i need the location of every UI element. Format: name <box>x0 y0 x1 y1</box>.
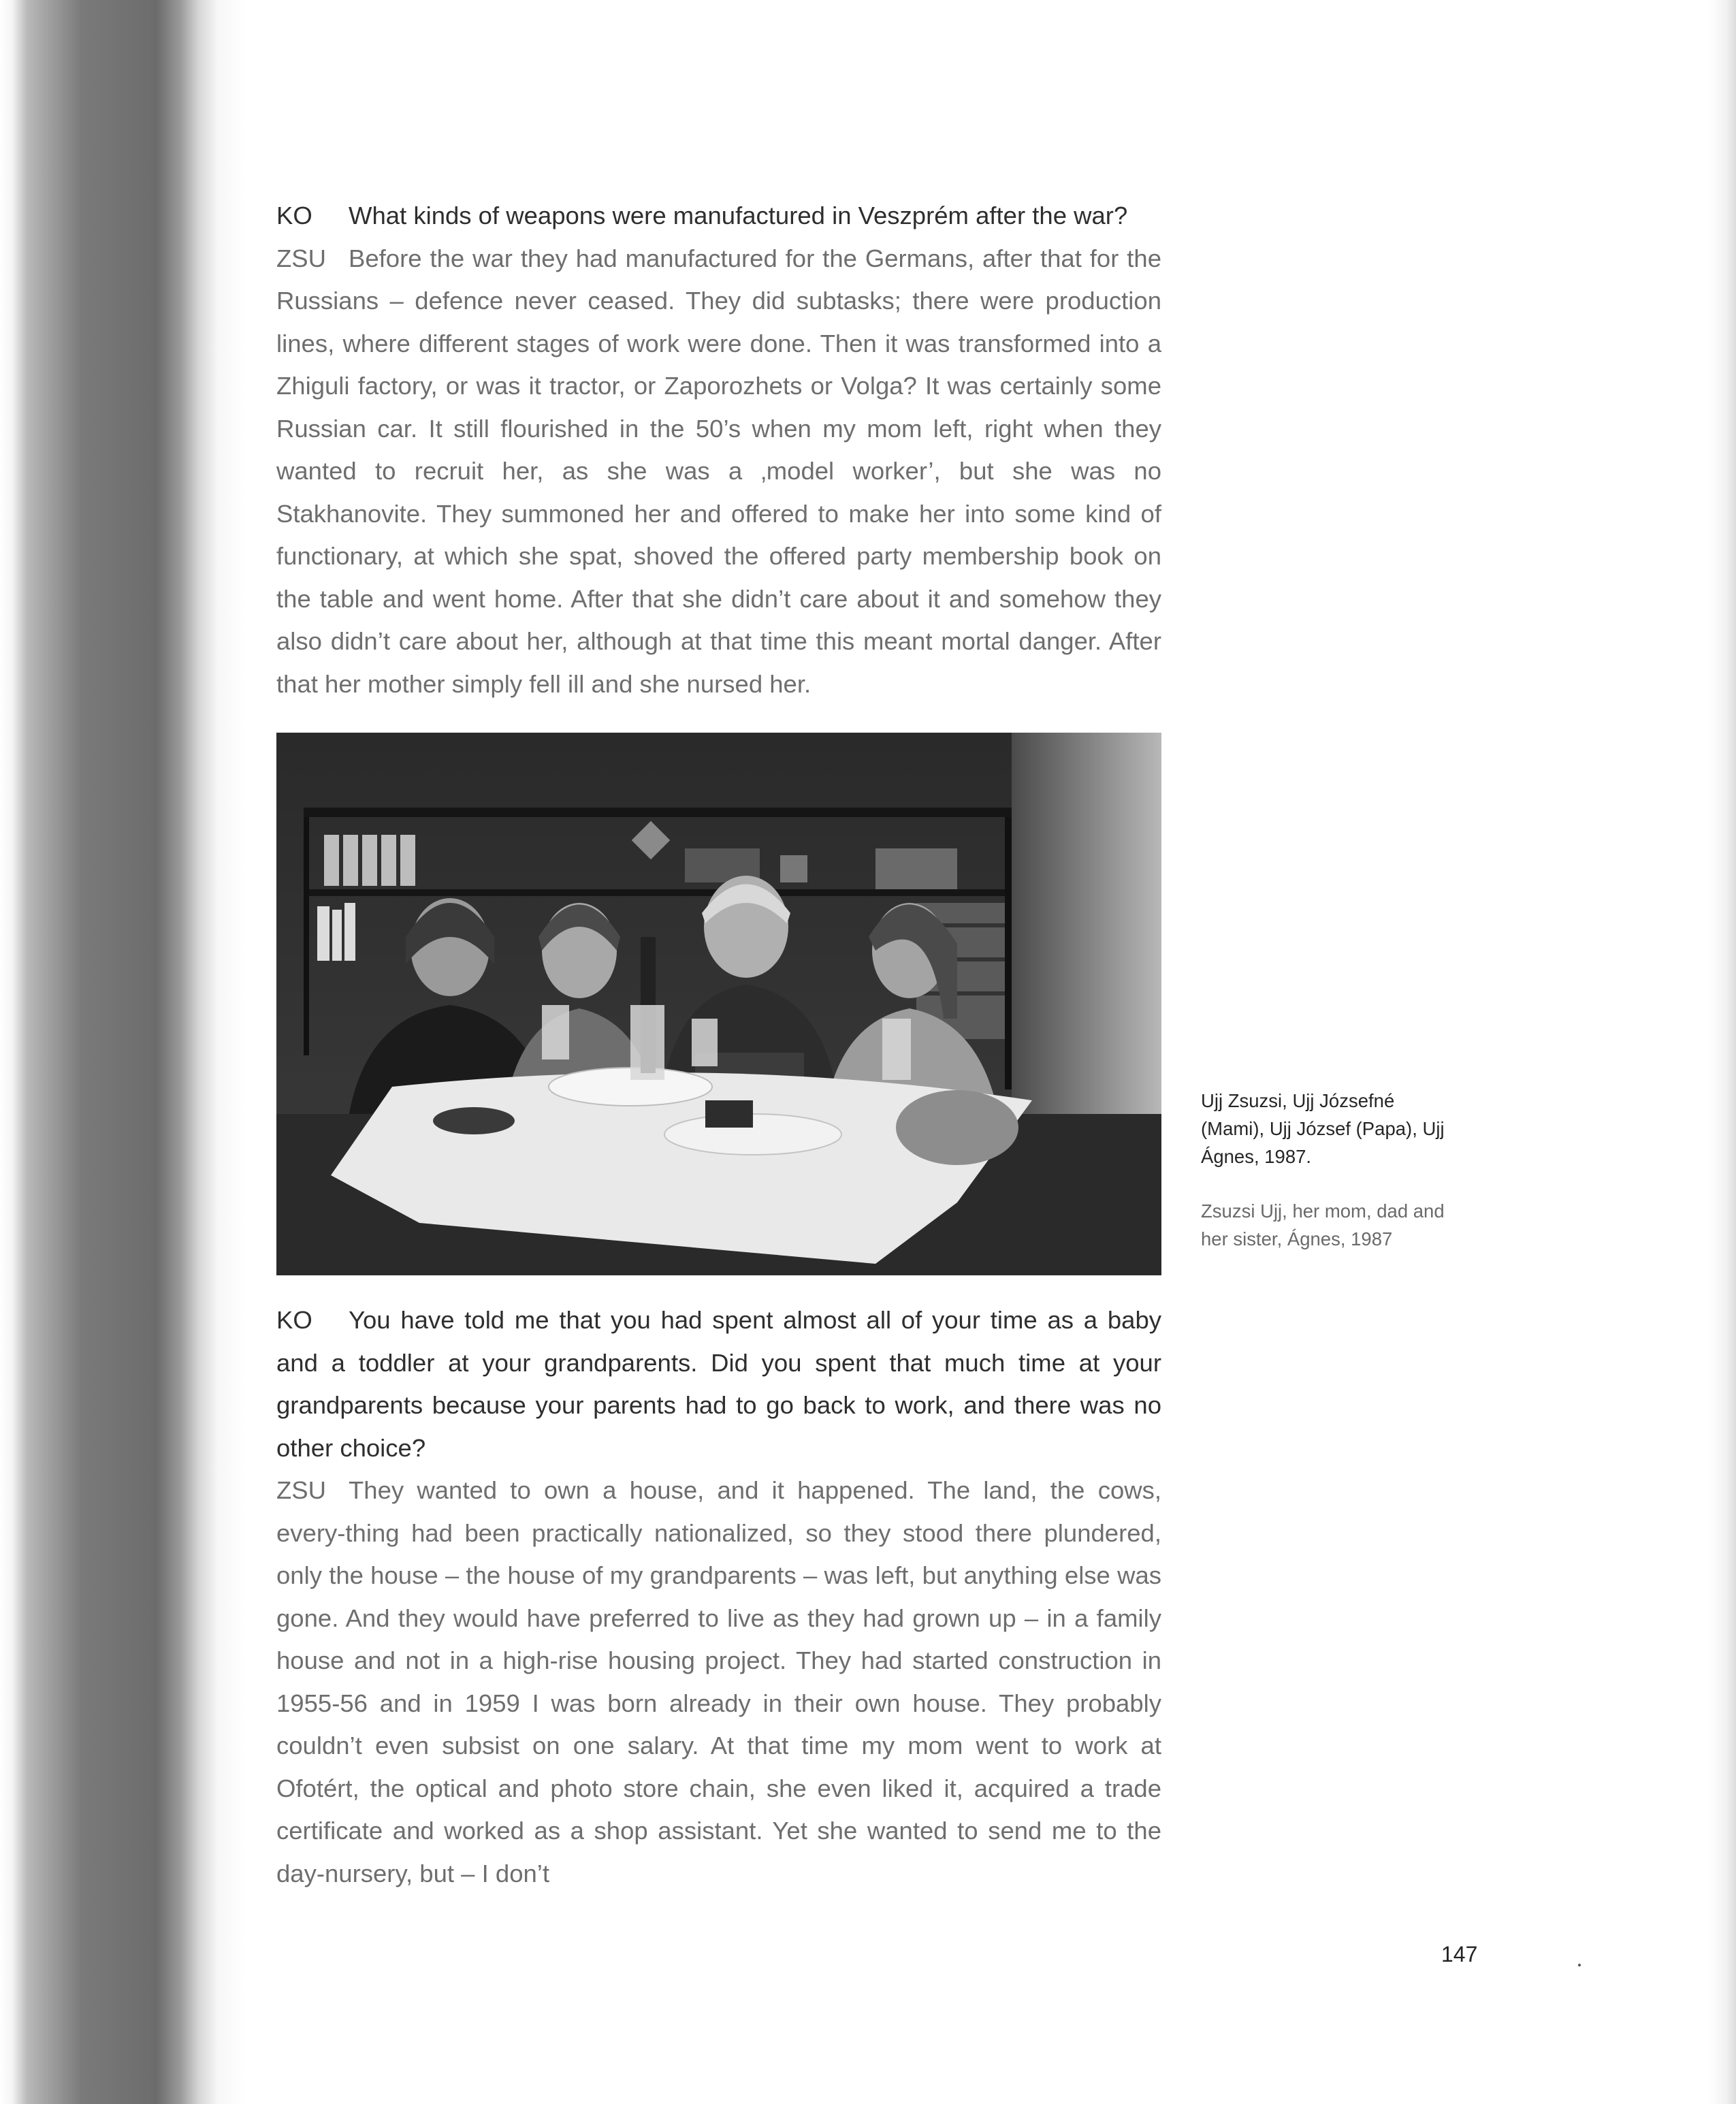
question-text: What kinds of weapons were manufactured in Veszprém after the war? <box>349 202 1128 229</box>
photo-caption-english: Zsuzsi Ujj, her mom, dad and her sister, Ágnes, 1987 <box>1201 1200 1445 1249</box>
question-1 <box>276 202 1127 229</box>
scan-speck <box>1578 1964 1581 1966</box>
page-number: 147 <box>1441 1942 1478 1966</box>
interview-section-1 <box>276 195 1161 705</box>
speaker-label-zsu: ZSU <box>276 244 326 272</box>
speaker-label-ko: KO <box>276 1306 312 1334</box>
speaker-label-zsu: ZSU <box>276 1476 326 1504</box>
answer-text: Before the war they had manufactured for the Germans, after that for the Russians – defence never ceased. They did subtasks; there were production lines, where different stages of work were done. Then it was transformed into a Zhiguli factory, or was it tractor, or Zaporozhets or Volga? It was certainly some Russian car. It still flourished in the 50’s when my mom left, right when they wanted to recruit her, as she was a ‚model worker’, but she was no Stakhanovite. They summoned her and offered to make her into some kind of functionary, at which she spat, shoved the offered party membership book on the table and went home. After that she didn’t care about it and somehow they also didn’t care about her, although at that time this meant mortal danger. After that her mother simply fell ill and she nursed her. <box>276 244 1161 698</box>
book-gutter-shadow <box>0 0 245 2104</box>
question-2 <box>276 1306 1161 1462</box>
family-photo <box>276 733 1161 1275</box>
interview-section-2 <box>276 1299 1161 1895</box>
page-edge-shadow <box>1709 0 1736 2104</box>
photo-caption-hungarian: Ujj Zsuzsi, Ujj Józsefné (Mami), Ujj József (Papa), Ujj Ágnes, 1987. <box>1201 1090 1445 1167</box>
speaker-label-ko: KO <box>276 202 312 229</box>
answer-text: They wanted to own a house, and it happened. The land, the cows, every-thing had been practically nationalized, so they stood there plundered, only the house – the house of my grandparents – was left, but anything else was gone. And they would have preferred to live as they had grown up – in a family house and not in a high-rise housing project. They had started construction in 1955-56 and in 1959 I was born already in their own house. They probably couldn’t even subsist on one salary. At that time my mom went to work at Ofotért, the optical and photo store chain, she even liked it, acquired a trade certificate and worked as a shop assistant. Yet she wanted to send me to the day-nursery, but – I don’t <box>276 1476 1161 1887</box>
question-text: You have told me that you had spent almost all of your time as a baby and a toddler at your grandparents. Did you spent that much time at your grandparents because your parents had to go back to work, and there was no other choice? <box>276 1306 1161 1462</box>
